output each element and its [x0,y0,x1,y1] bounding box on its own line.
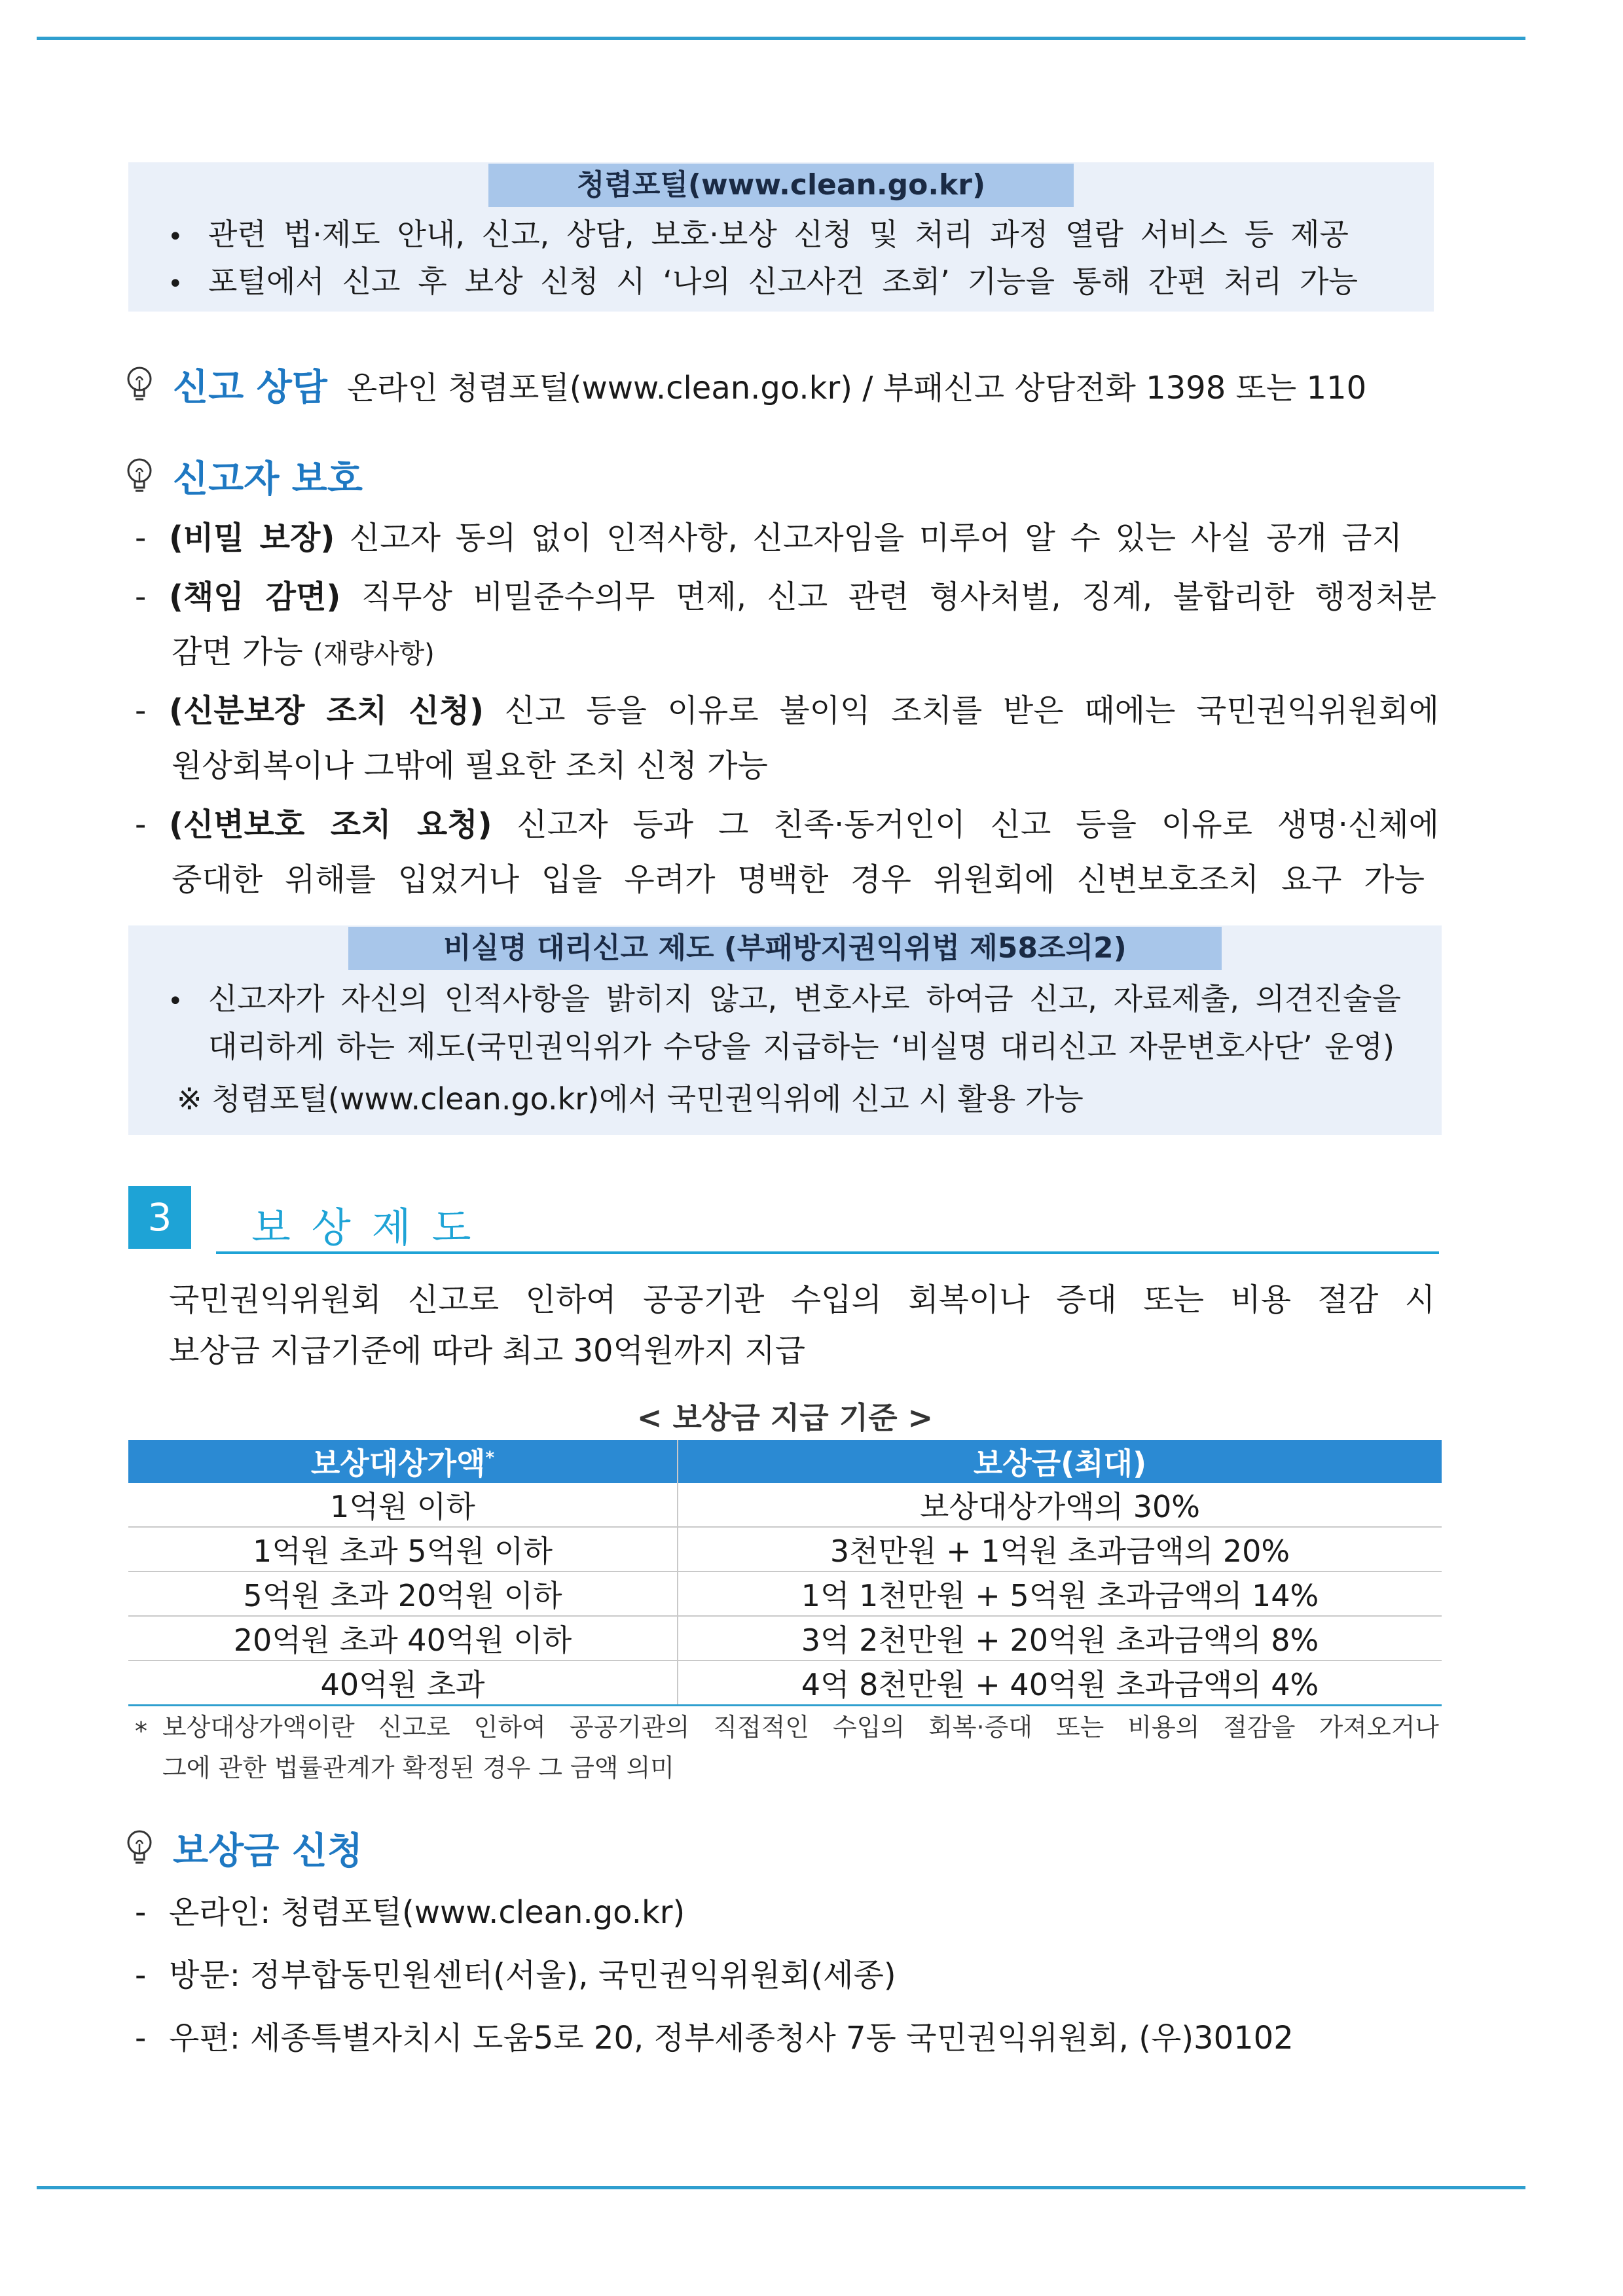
footnote-mark: * [135,1717,147,1746]
dash: - [135,806,147,843]
consult-text: 온라인 청렴포털(www.clean.go.kr) / 부패신고 상담전화 1398 또는 110 [346,369,1367,406]
protection-text-2: 직무상 비밀준수의무 면제, 신고 관련 형사처벌, 징계, 불합리한 행정처분 [361,579,1437,615]
apply-visit: 방문: 정부합동민원센터(서울), 국민권익위원회(세종) [169,1957,896,1994]
table-row [128,1660,1442,1706]
bullet: • [168,269,183,299]
protection-item-2-line2 [172,636,435,668]
table-header-row [128,1440,1442,1483]
protection-text-3: 신고 등을 이유로 불이익 조치를 받은 때에는 국민권익위원회에 [504,692,1440,729]
col-header-target-amount: 보상대상가액* [128,1440,678,1483]
protection-label-1: (비밀 보장) [169,520,335,556]
dash: - [135,2020,147,2056]
table-row [128,1616,1442,1660]
proxy-note: ※ 청렴포털(www.clean.go.kr)에서 국민권익위에 신고 시 활용 가능 [177,1081,1084,1117]
apply-online: 온라인: 청렴포털(www.clean.go.kr) [169,1894,685,1931]
protection-label-2: (책임 감면) [169,579,341,615]
protection-text-4b: 중대한 위해를 입었거나 입을 우려가 명백한 경우 위원회에 신변보호조치 요구 가능 [172,861,1425,898]
table-cell: 보상대상가액의 30% [678,1483,1442,1527]
apply-heading [124,1822,363,1874]
section-number: 3 [128,1186,191,1249]
table-cell: 4억 8천만원 + 40억원 초과금액의 4% [678,1660,1442,1706]
table-cell: 1억 1천만원 + 5억원 초과금액의 14% [678,1571,1442,1616]
dash: - [135,520,147,556]
apply-title: 보상금 신청 [173,1830,363,1873]
protection-text-4: 신고자 등과 그 친족·동거인이 신고 등을 이유로 생명·신체에 [517,806,1439,843]
proxy-item-line1: 신고자가 자신의 인적사항을 밝히지 않고, 변호사로 하여금 신고, 자료제출, 의견진술을 [208,981,1401,1016]
portal-item-1: 관련 법·제도 안내, 신고, 상담, 보호·보상 신청 및 처리 과정 열람 서비스 등 제공 [208,217,1349,252]
table-cell: 40억원 초과 [128,1660,678,1706]
protection-title: 신고자 보호 [173,458,363,501]
protection-item-3 [169,692,1440,729]
section-intro-line1: 국민권익위원회 신고로 인하여 공공기관 수입의 회복이나 증대 또는 비용 절감 시 [169,1282,1435,1318]
footnote-mark: * [485,1448,495,1468]
protection-text-2b: 감면 가능 [172,634,303,670]
footnote-line1: 보상대상가액이란 신고로 인하여 공공기관의 직접적인 수입의 회복·증대 또는 비용의 절감을 가져오거나 [162,1713,1439,1742]
protection-label-3: (신분보장 조치 신청) [169,692,484,729]
protection-item-4 [169,806,1439,843]
consult-title: 신고 상담 [173,367,327,409]
section-underline [216,1251,1439,1254]
footnote-line2: 그에 관한 법률관계가 확정된 경우 그 금액 의미 [162,1753,675,1782]
section-title: 보상제도 [251,1204,492,1251]
protection-heading [124,450,363,503]
bullet: • [168,986,183,1016]
table-row [128,1571,1442,1616]
protection-label-4: (신변보호 조치 요청) [169,806,492,843]
section-intro-line2: 보상금 지급기준에 따라 최고 30억원까지 지급 [169,1333,805,1369]
table-cell: 20억원 초과 40억원 이하 [128,1616,678,1660]
protection-text-1: 신고자 동의 없이 인적사항, 신고자임을 미루어 알 수 있는 사실 공개 금지 [349,520,1402,556]
portal-box-title: 청렴포털(www.clean.go.kr) [488,164,1074,207]
dash: - [135,1957,147,1994]
apply-mail: 우편: 세종특별자치시 도움5로 20, 정부세종청사 7동 국민권익위원회, (우)30102 [169,2020,1294,2056]
table-cell: 3억 2천만원 + 20억원 초과금액의 8% [678,1616,1442,1660]
table-row [128,1483,1442,1527]
table-row [128,1527,1442,1571]
table-cell: 1억원 이하 [128,1483,678,1527]
top-rule [37,37,1525,40]
dash: - [135,692,147,729]
reward-table [128,1440,1442,1706]
bullet: • [168,222,183,252]
table-caption: < 보상금 지급 기준 > [636,1400,934,1435]
dash: - [135,579,147,615]
table-cell: 1억원 초과 5억원 이하 [128,1527,678,1571]
lightbulb-icon [124,457,155,495]
col-header-reward: 보상금(최대) [678,1440,1442,1483]
bottom-rule [37,2186,1525,2189]
protection-item-2 [169,581,1436,613]
lightbulb-icon [124,366,155,404]
protection-item-1 [169,522,1402,554]
table-cell: 5억원 초과 20억원 이하 [128,1571,678,1616]
discretion-note: (재량사항) [313,639,435,669]
consult-heading [124,359,1366,411]
dash: - [135,1894,147,1931]
lightbulb-icon [124,1829,155,1867]
proxy-item-line2: 대리하게 하는 제도(국민권익위가 수당을 지급하는 ‘비실명 대리신고 자문변호사단’ 운영) [208,1029,1395,1064]
portal-item-2: 포털에서 신고 후 보상 신청 시 ‘나의 신고사건 조회’ 기능을 통해 간편 처리 가능 [208,264,1358,299]
table-cell: 3천만원 + 1억원 초과금액의 20% [678,1527,1442,1571]
protection-text-3b: 원상회복이나 그밖에 필요한 조치 신청 가능 [172,747,768,784]
proxy-box-title: 비실명 대리신고 제도 (부패방지권익위법 제58조의2) [348,927,1222,970]
